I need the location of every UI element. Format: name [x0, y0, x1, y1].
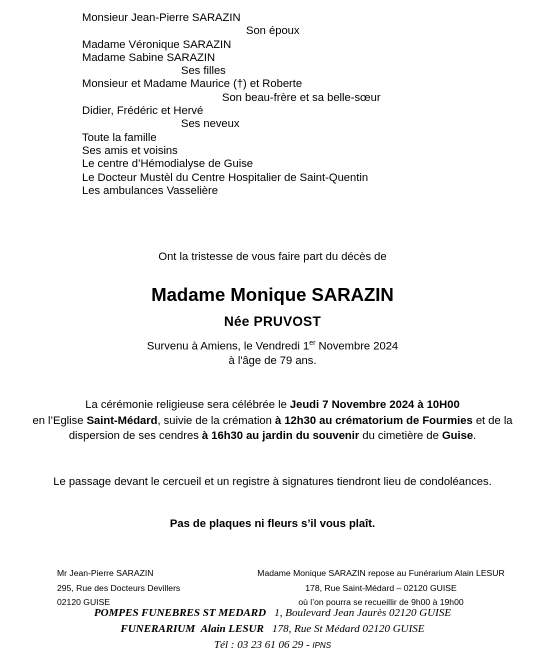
ceremony-line-2	[0, 414, 545, 430]
funerarium-info	[250, 566, 512, 610]
ceremony-text-part: , suivie de la crémation	[157, 414, 275, 427]
family-line: Le centre d’Hémodialyse de Guise	[82, 158, 254, 171]
pompes-address: 1, Boulevard Jean Jaurès 02120 GUISE	[274, 607, 452, 619]
death-date	[0, 337, 545, 354]
address-line: Mr Jean-Pierre SARAZIN	[57, 568, 154, 578]
funerarium-name: FUNERARIUM	[120, 623, 196, 635]
no-flowers-text: Pas de plaques ni fleurs s’il vous plaît.	[169, 518, 376, 530]
ceremony-text-part: .	[473, 430, 477, 442]
family-relation: Ses filles	[181, 65, 226, 78]
ceremony-text-part: La cérémonie religieuse sera célébrée le	[85, 399, 290, 411]
ipns-mark: IPNS	[312, 641, 332, 650]
ceremony-text-part: et de la	[472, 414, 513, 427]
family-line: Didier, Frédéric et Hervé	[82, 105, 204, 118]
address-line: où l’on pourra se recueillir de 9h00 à 19h00	[298, 597, 464, 607]
family-line: Madame Sabine SARAZIN	[82, 51, 216, 64]
family-relation: Ses neveux	[181, 118, 240, 131]
cremation-info: à 12h30 au crématorium de Fourmies	[274, 414, 473, 427]
funerarium-owner: Alain LESUR	[200, 623, 264, 635]
ceremony-text-part: du cimetière de	[359, 430, 442, 442]
church-name: Saint-Médard	[86, 414, 158, 427]
family-line: Monsieur et Madame Maurice (†) et Roberte	[82, 78, 303, 91]
ceremony-text-part: dispersion de ses cendres	[68, 430, 202, 442]
dispersion-info: à 16h30 au jardin du souvenir	[201, 430, 360, 442]
footer-pompes-funebres	[0, 607, 545, 619]
age: à l'âge de 79 ans.	[228, 354, 317, 367]
family-address	[57, 566, 180, 610]
deceased-name: Madame Monique SARAZIN	[151, 284, 394, 305]
ceremony-text-part: en l’Eglise	[32, 414, 87, 427]
family-line: Les ambulances Vasselière	[82, 184, 218, 197]
footer-phone	[0, 639, 545, 651]
address-line: 295, Rue des Docteurs Devillers	[57, 582, 181, 593]
funerarium-address: 178, Rue St Médard 02120 GUISE	[272, 623, 425, 635]
family-relation: Son époux	[246, 25, 300, 38]
ceremony-text	[0, 398, 545, 445]
address-line: 02120 GUISE	[57, 597, 111, 607]
ceremony-date: Jeudi 7 Novembre 2024 à 10H00	[289, 399, 460, 411]
address-line: 178, Rue Saint-Médard – 02120 GUISE	[305, 582, 457, 593]
intro-text: Ont la tristesse de vous faire part du décès de	[158, 251, 387, 263]
footer-funerarium	[0, 623, 545, 635]
family-line: Madame Véronique SARAZIN	[82, 38, 232, 51]
condolences-text: Le passage devant le cercueil et un registre à signatures tiendront lieu de condoléances.	[53, 476, 492, 488]
ceremony-line-3	[0, 429, 545, 445]
death-month-year: Novembre 2024	[315, 340, 399, 353]
death-place-date: Survenu à Amiens, le Vendredi 1	[146, 340, 310, 353]
address-line: Madame Monique SARAZIN repose au Funérarium Alain LESUR	[257, 568, 505, 578]
maiden-name: Née PRUVOST	[223, 314, 322, 329]
family-line: Ses amis et voisins	[82, 144, 178, 157]
ceremony-line-1	[0, 398, 545, 414]
death-info	[0, 337, 545, 368]
family-line: Monsieur Jean-Pierre SARAZIN	[82, 12, 241, 24]
phone-number: Tél : 03 23 61 06 29 -	[213, 639, 313, 651]
cemetery-town: Guise	[441, 430, 474, 442]
family-relation: Son beau-frère et sa belle-sœur	[222, 91, 381, 104]
family-line: Le Docteur Mustèl du Centre Hospitalier de Saint-Quentin	[82, 171, 369, 184]
family-line: Toute la famille	[82, 131, 157, 144]
pompes-name: POMPES FUNEBRES ST MEDARD	[93, 607, 267, 619]
ordinal-sup: er	[309, 340, 316, 347]
family-list	[82, 12, 381, 198]
